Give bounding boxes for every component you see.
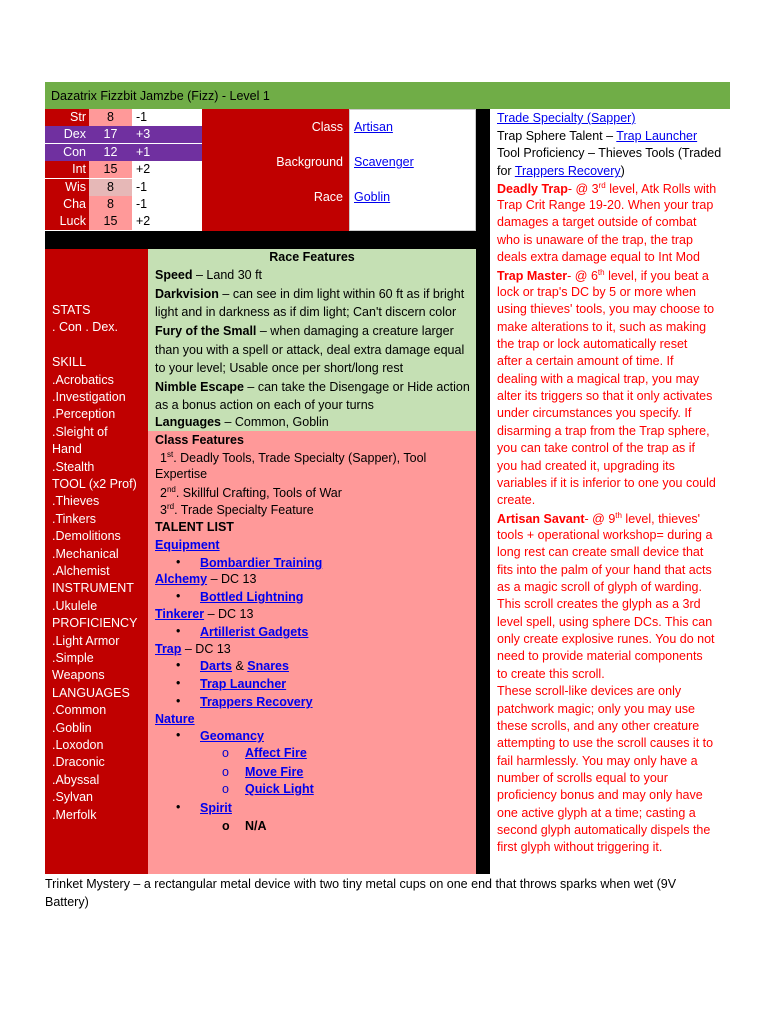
- description-line: dealing with a magical trap, you may: [497, 371, 700, 386]
- alchemy-dc: – DC 13: [207, 572, 257, 586]
- proficiency-line: .Light Armor: [52, 633, 120, 648]
- description-line: fits into the palm of your hand that acts: [497, 562, 712, 577]
- bullet-icon: •: [176, 728, 181, 742]
- description-line: need to provide material components: [497, 649, 703, 664]
- equipment-link[interactable]: Equipment: [155, 538, 220, 552]
- description-line: these scrolls, and any other creature: [497, 718, 700, 733]
- fury-text-3: to your level; Usable once per short/long rest: [155, 361, 404, 375]
- feature-level-3: 3: [160, 503, 167, 518]
- stat-row-wis: [45, 179, 200, 196]
- trap-master-a: - @ 6: [567, 269, 598, 284]
- proficiency-line: .Tinkers: [52, 511, 96, 526]
- stat-name: Str: [45, 109, 89, 126]
- description-line: number of scrolls equal to your: [497, 770, 668, 785]
- proficiency-line: .Ukulele: [52, 598, 98, 613]
- talent-list-heading: TALENT LIST: [155, 520, 234, 534]
- description-line: alter its triggers so that it only activates: [497, 389, 713, 404]
- stat-name: Luck: [45, 213, 89, 230]
- description-line: only create explosive runes. You do not: [497, 632, 715, 647]
- stat-name: Int: [45, 161, 89, 178]
- race-features-heading: Race Features: [269, 250, 355, 264]
- description-line: second glyph automatically dispels the: [497, 822, 711, 837]
- talent-prefix: Trap Sphere Talent –: [497, 129, 617, 143]
- race-label: Race: [313, 190, 343, 204]
- artisan-savant-a: - @ 9: [584, 512, 616, 527]
- artisan-savant-label: Artisan Savant: [497, 512, 585, 527]
- description-line: lock or trap's DC by 5 or more when: [497, 285, 696, 299]
- stat-row-luck: [45, 213, 200, 230]
- speed-text: – Land 30 ft: [192, 268, 263, 282]
- description-line: proficiency bonus and may only have: [497, 788, 703, 803]
- stat-name: Dex: [45, 126, 89, 143]
- description-line: deals extra damage equal to Int Mod: [497, 250, 700, 265]
- trinket-line-1: Trinket Mystery – a rectangular metal device with two tiny metal cups on one end that throws sparks when wet (9V: [45, 877, 677, 891]
- languages-text: – Common, Goblin: [221, 415, 329, 429]
- description-line: level spell, using sphere DCs. This can: [497, 614, 713, 629]
- proficiency-line: .Merfolk: [52, 807, 97, 822]
- proficiency-line: .Sylvan: [52, 790, 93, 805]
- proficiency-line: Weapons: [52, 668, 105, 683]
- proficiency-line: .Alchemist: [52, 564, 110, 578]
- description-line: one active glyph at a time; casting a: [497, 805, 696, 820]
- description-line: tools + operational workshop= during a: [497, 528, 713, 542]
- proficiency-line: .Thieves: [52, 494, 100, 509]
- feature-2-text: . Skillful Crafting, Tools of War: [175, 486, 342, 501]
- proficiency-line: .Demolitions: [52, 529, 121, 544]
- darkvision-text: – can see in dim light within 60 ft as if bright: [218, 287, 465, 301]
- sub-bullet-icon: o: [222, 782, 229, 796]
- proficiency-line: .Common: [52, 703, 107, 718]
- deadly-trap-sup: rd: [598, 181, 606, 190]
- description-line: disarming a trap from the Trap sphere,: [497, 423, 710, 438]
- fury-label: Fury of the Small: [155, 324, 257, 338]
- stat-name: Wis: [45, 179, 89, 196]
- bullet-icon: •: [176, 676, 181, 690]
- stat-value: 8: [89, 196, 132, 213]
- background-link[interactable]: Scavenger: [354, 155, 414, 169]
- stat-row-cha: [45, 196, 200, 213]
- proficiency-line: TOOL (x2 Prof): [52, 477, 137, 491]
- description-line: create.: [497, 493, 536, 508]
- stat-name: Cha: [45, 196, 89, 213]
- stat-row-dex: [45, 126, 200, 143]
- tool-close: ): [620, 164, 625, 178]
- proficiency-line: .Investigation: [52, 390, 126, 404]
- quick-light-link[interactable]: Quick Light: [245, 782, 314, 796]
- description-line: to create this scroll.: [497, 666, 605, 681]
- nimble-text-2: as a bonus action on each of your turns: [155, 398, 374, 412]
- stat-modifier: +3: [132, 126, 215, 143]
- background-label: Background: [276, 155, 343, 169]
- trap-launcher-link[interactable]: Trap Launcher: [200, 677, 287, 691]
- darkvision-text-2: light and in darkness as if dim light; Can't discern color: [155, 305, 457, 319]
- description-line: who is unaware of the trap, the trap: [497, 232, 693, 247]
- proficiency-line: PROFICIENCY: [52, 616, 138, 631]
- artillerist-link[interactable]: Artillerist Gadgets: [200, 625, 309, 639]
- proficiency-line: .Stealth: [52, 459, 95, 474]
- feature-level-1: 1: [160, 451, 167, 466]
- description-line: attempting to use the scroll causes it to: [497, 736, 714, 751]
- trap-master-b: level, if you beat a: [604, 269, 709, 284]
- stat-row-int: [45, 161, 200, 178]
- feature-level-2: 2: [160, 486, 167, 501]
- proficiency-line: LANGUAGES: [52, 685, 130, 700]
- proficiency-line: .Sleight of: [52, 424, 108, 439]
- darkvision-label: Darkvision: [155, 287, 219, 301]
- trap-launcher-talent-link[interactable]: Trap Launcher: [616, 129, 698, 143]
- spirit-link[interactable]: Spirit: [200, 801, 232, 815]
- proficiency-line: SKILL: [52, 355, 87, 370]
- stat-value: 15: [89, 161, 132, 178]
- description-line: using thieves' tools, you may choose to: [497, 302, 715, 317]
- stat-modifier: +2: [136, 162, 151, 177]
- proficiency-line: INSTRUMENT: [52, 581, 134, 596]
- stat-name: Con: [45, 144, 89, 161]
- description-line: under circumstances you specify. If: [497, 406, 692, 421]
- deadly-trap-b: level, Atk Rolls with: [605, 182, 717, 197]
- bullet-icon: •: [176, 658, 181, 672]
- tool-for: for: [497, 164, 515, 178]
- move-fire-link[interactable]: Move Fire: [245, 765, 304, 779]
- proficiency-line: .Simple: [52, 651, 94, 665]
- nature-link[interactable]: Nature: [155, 712, 195, 726]
- feature-1-text-2: Expertise: [155, 467, 208, 481]
- proficiency-line: .Loxodon: [52, 738, 104, 752]
- feature-level-3-sup: rd: [166, 502, 175, 511]
- description-line: fail harmlessly. You may only have a: [497, 753, 698, 768]
- description-line: This scroll creates the glyph as a 3rd: [497, 597, 701, 612]
- class-features-heading: Class Features: [155, 433, 244, 447]
- sub-bullet-icon: o: [222, 746, 229, 760]
- bottled-lightning-link[interactable]: Bottled Lightning: [200, 590, 304, 604]
- description-line: patchwork magic; only you may use: [497, 701, 696, 716]
- bullet-icon: •: [176, 589, 181, 603]
- deadly-trap-a: - @ 3: [567, 182, 599, 197]
- description-line: as a magic scroll of glyph of warding.: [497, 580, 702, 595]
- tinkerer-link[interactable]: Tinkerer: [155, 607, 205, 621]
- description-line: variables if it is inferior to one you could: [497, 475, 716, 490]
- stat-value: 12: [89, 144, 132, 161]
- sub-bullet-icon: o: [222, 819, 230, 833]
- fury-text: – when damaging a creature larger: [256, 324, 454, 338]
- darts-link[interactable]: Darts: [200, 659, 232, 673]
- feature-1-text: . Deadly Tools, Trade Specialty (Sapper), Tool: [173, 451, 427, 466]
- separator-bar: [45, 231, 490, 249]
- stat-modifier: +1: [132, 144, 215, 161]
- description-line: after a certain amount of time. If: [497, 354, 674, 369]
- stat-row-con: [45, 144, 200, 161]
- nimble-label: Nimble Escape: [155, 380, 244, 394]
- description-line: These scroll-like devices are only: [497, 684, 682, 699]
- class-label: Class: [311, 120, 343, 134]
- description-line: first glyph without triggering it.: [497, 840, 663, 855]
- stat-row-str: [45, 109, 200, 126]
- proficiency-line: .Perception: [52, 407, 116, 422]
- stat-modifier: -1: [136, 110, 148, 124]
- proficiency-line: .Acrobatics: [52, 372, 114, 387]
- description-line: Trap Crit Range 19-20. When your trap: [497, 198, 714, 212]
- proficiency-line: .Abyssal: [52, 772, 100, 787]
- trappers-recovery-right-link[interactable]: Trappers Recovery: [514, 164, 621, 178]
- proficiency-line: . Con . Dex.: [52, 320, 118, 335]
- tinkerer-dc: – DC 13: [204, 607, 254, 621]
- alchemy-link[interactable]: Alchemy: [155, 572, 208, 586]
- proficiency-line: STATS: [52, 303, 91, 317]
- stat-value: 8: [89, 109, 132, 126]
- feature-3-text: . Trade Specialty Feature: [174, 503, 314, 518]
- feature-level-2-sup: nd: [166, 485, 176, 494]
- bullet-icon: •: [176, 555, 181, 569]
- description-line: damages a target outside of combat: [497, 215, 697, 230]
- trinket-line-2: Battery): [45, 895, 89, 909]
- tool-proficiency-text: Tool Proficiency – Thieves Tools (Traded: [497, 146, 722, 160]
- stat-value: 15: [89, 213, 132, 230]
- proficiency-line: Hand: [52, 442, 82, 457]
- geomancy-link[interactable]: Geomancy: [200, 729, 264, 743]
- stat-value: 17: [89, 126, 132, 143]
- race-link[interactable]: Goblin: [354, 190, 391, 204]
- stat-value: 8: [89, 179, 132, 196]
- character-title-bar: [45, 82, 730, 109]
- na-text: N/A: [245, 819, 267, 833]
- artisan-savant-b: level, thieves': [621, 512, 701, 527]
- trade-specialty-link[interactable]: Trade Specialty (Sapper): [497, 111, 636, 125]
- stat-modifier: +2: [136, 214, 151, 229]
- snares-link[interactable]: Snares: [247, 659, 289, 673]
- trap-dc: – DC 13: [181, 642, 231, 656]
- character-name: Dazatrix Fizzbit Jamzbe (Fizz) - Level 1: [51, 89, 270, 103]
- stat-modifier: -1: [136, 179, 148, 194]
- description-line: the trap or lock automatically reset: [497, 337, 688, 352]
- sub-bullet-icon: o: [222, 765, 229, 779]
- trap-master-sup: th: [597, 268, 605, 277]
- proficiency-line: .Draconic: [52, 755, 105, 770]
- vertical-divider: [476, 109, 490, 874]
- fury-text-2: than you with a spell or attack, deal extra damage equal: [155, 343, 465, 357]
- description-line: you had created it, upgrading its: [497, 458, 675, 473]
- nimble-text: – can take the Disengage or Hide action: [243, 380, 470, 394]
- description-line: you can take control of the trap as if: [497, 441, 696, 456]
- class-link[interactable]: Artisan: [354, 120, 393, 134]
- description-line: long rest can create small device that: [497, 545, 704, 560]
- bullet-icon: •: [176, 694, 181, 708]
- speed-label: Speed: [155, 268, 193, 282]
- affect-fire-link[interactable]: Affect Fire: [245, 746, 307, 760]
- trap-master-label: Trap Master: [497, 269, 568, 284]
- bombardier-link[interactable]: Bombardier Training: [200, 556, 323, 570]
- deadly-trap-label: Deadly Trap: [497, 182, 568, 197]
- stat-modifier: -1: [136, 197, 148, 211]
- feature-level-1-sup: st: [166, 450, 174, 459]
- proficiency-line: .Mechanical: [52, 546, 119, 561]
- trap-link[interactable]: Trap: [155, 642, 182, 656]
- description-line: make alterations to it, such as making: [497, 319, 707, 334]
- bullet-icon: •: [176, 624, 181, 638]
- bullet-icon: •: [176, 800, 181, 814]
- proficiency-line: .Goblin: [52, 720, 92, 735]
- ampersand: &: [231, 659, 248, 673]
- artisan-savant-sup: th: [615, 511, 622, 520]
- trappers-recovery-link[interactable]: Trappers Recovery: [200, 695, 313, 709]
- languages-label: Languages: [155, 415, 221, 429]
